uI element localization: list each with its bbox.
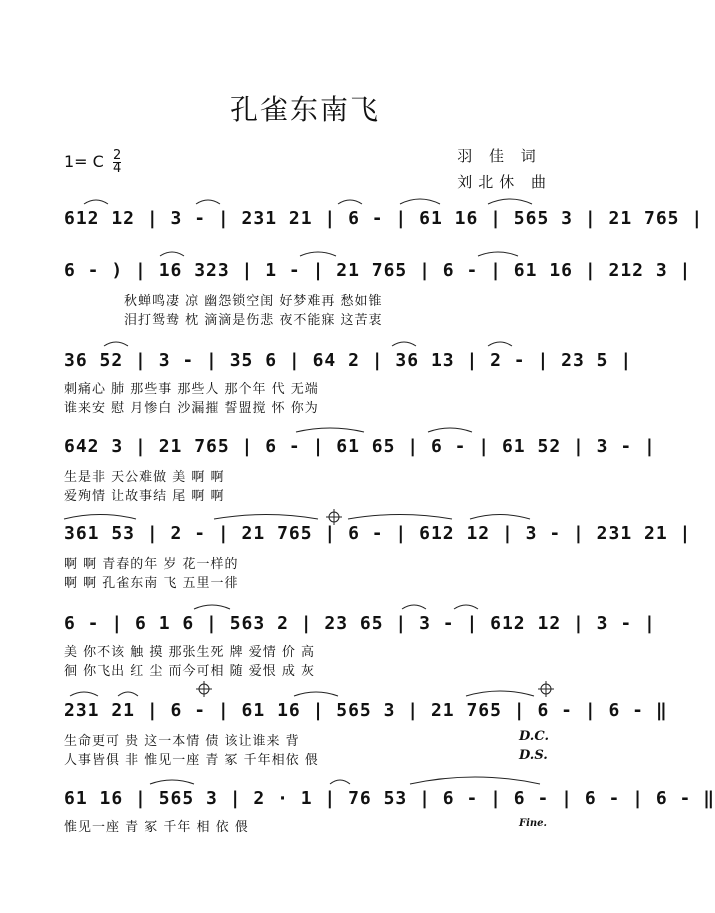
slur-8c — [410, 777, 540, 784]
notation-line-7: 231 21 | 6 - | 61 16 | 565 3 | 21 765 | 6 - | 6 - ‖ — [64, 700, 668, 721]
slur-4b — [428, 428, 472, 432]
lyric-line-7b: 人事皆俱 非 惟见一座 青 冢 千年相依 偎 — [64, 753, 319, 768]
song-title: 孔雀东南飞 — [229, 93, 380, 126]
slur-1b — [196, 200, 220, 204]
slur-7d — [466, 691, 534, 696]
slur-1a — [84, 200, 108, 204]
slur-3b — [392, 342, 416, 346]
dc-mark: D.C. — [519, 729, 549, 744]
lyric-line-2b: 泪打鸳鸯 枕 滴滴是伤悲 夜不能寐 这苦衷 — [124, 313, 383, 328]
notation-line-6: 6 - | 6 1 6 | 563 2 | 23 65 | 3 - | 612 12 | 3 - | — [64, 613, 656, 634]
time-top: 2 — [112, 148, 122, 163]
lyric-line-8a: 惟见一座 青 冢 千年 相 依 偎 — [64, 820, 249, 835]
lyric-line-7a: 生命更可 贵 这一本情 债 该让谁来 背 — [64, 734, 300, 749]
slur-2c — [478, 252, 518, 256]
lyric-line-6b: 徊 你飞出 红 尘 而今可相 随 爱恨 成 灰 — [64, 664, 316, 679]
lyric-line-5b: 啊 啊 孔雀东南 飞 五里一徘 — [64, 576, 239, 591]
notation-line-5: 361 53 | 2 - | 21 765 | 6 - | 612 12 | 3 - | 231 21 | — [64, 523, 692, 544]
slur-5b — [214, 515, 318, 520]
slur-8b — [330, 780, 350, 784]
slur-8a — [150, 780, 194, 784]
lyric-line-5a: 啊 啊 青春的年 岁 花一样的 — [64, 557, 239, 572]
slur-5a — [64, 515, 136, 520]
slur-4a — [296, 428, 364, 432]
slur-1c — [338, 200, 362, 204]
coda-marks — [196, 509, 554, 697]
slur-2a — [160, 252, 184, 256]
slur-1d — [400, 199, 440, 204]
fine-mark: Fine. — [519, 818, 548, 829]
notation-line-3: 36 52 | 3 - | 35 6 | 64 2 | 36 13 | 2 - | 23 5 | — [64, 350, 633, 371]
composer: 刘北休 曲 — [457, 173, 552, 191]
slur-2b — [300, 252, 336, 256]
notation-line-2: 6 - ) | 16 323 | 1 - | 21 765 | 6 - | 61 16 | 212 3 | — [64, 260, 692, 281]
lyric-line-3b: 谁来安 慰 月惨白 沙漏摧 誓盟搅 怀 你为 — [64, 401, 319, 416]
slur-5c — [348, 515, 452, 520]
slur-6a — [194, 605, 230, 609]
slur-7c — [294, 692, 338, 696]
slur-6b — [402, 605, 426, 609]
lyric-line-4b: 爱殉情 让故事结 尾 啊 啊 — [64, 489, 225, 504]
key-label: 1= C — [64, 152, 104, 171]
slur-3c — [488, 342, 512, 346]
lyric-line-2a: 秋蝉鸣凄 凉 幽怨锁空闺 好梦难再 愁如锥 — [124, 294, 383, 309]
slur-7b — [118, 692, 138, 696]
slur-3a — [104, 342, 128, 346]
notation-line-4: 642 3 | 21 765 | 6 - | 61 65 | 6 - | 61 52 | 3 - | — [64, 436, 656, 457]
notation-line-1: 612 12 | 3 - | 231 21 | 6 - | 61 16 | 565 3 | 21 765 | — [64, 208, 704, 229]
slur-1e — [488, 199, 532, 204]
lyric-line-4a: 生是非 天公难做 美 啊 啊 — [64, 470, 225, 485]
notation-line-8: 61 16 | 565 3 | 2 · 1 | 76 53 | 6 - | 6 - | 6 - | 6 - ‖ — [64, 788, 715, 809]
slur-5d — [470, 515, 530, 520]
ds-mark: D.S. — [519, 748, 548, 763]
lyric-line-6a: 美 你不该 触 摸 那张生死 牌 爱情 价 高 — [64, 645, 316, 660]
lyricist: 羽 佳 词 — [457, 147, 542, 165]
slur-6c — [454, 605, 478, 609]
lyric-line-3a: 刺痛心 肺 那些事 那些人 那个年 代 无端 — [64, 382, 319, 397]
slur-7a — [70, 692, 98, 696]
time-bottom: 4 — [112, 161, 122, 176]
